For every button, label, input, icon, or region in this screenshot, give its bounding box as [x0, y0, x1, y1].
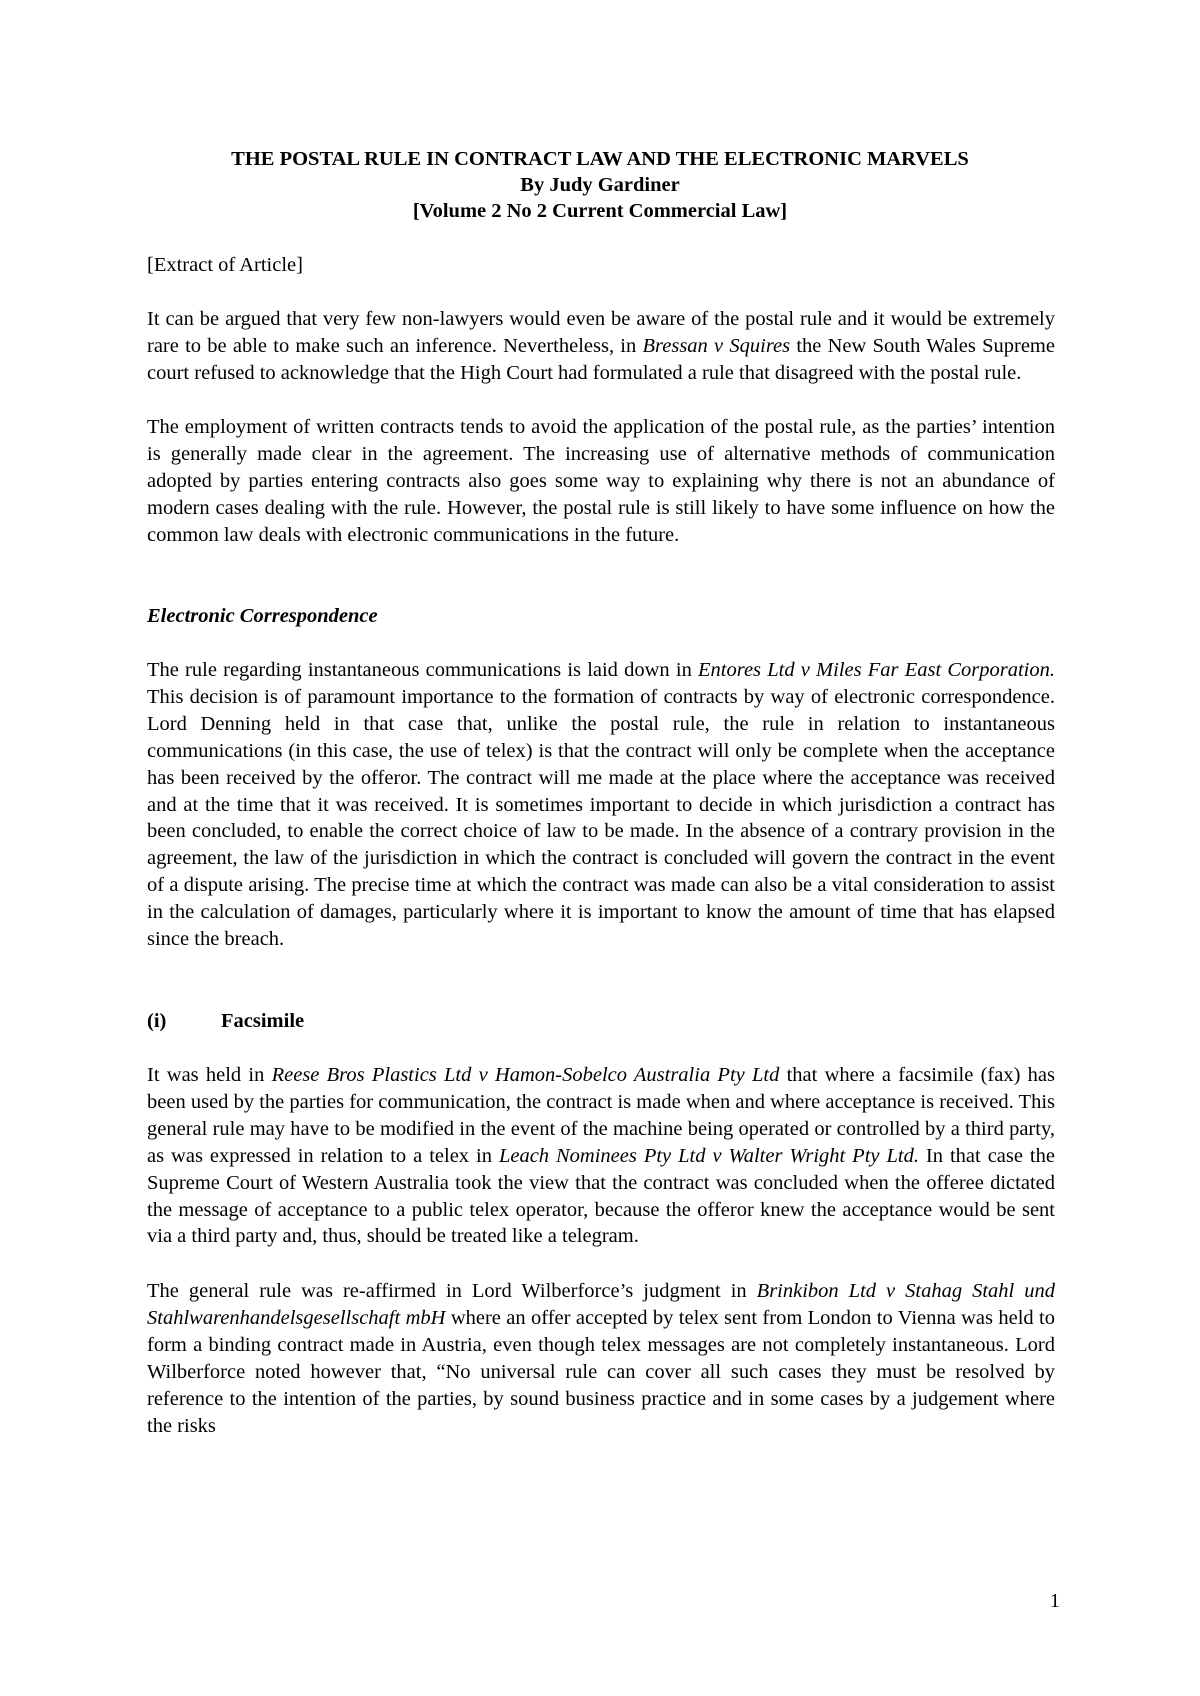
- paragraph-4: [147, 1062, 1055, 1250]
- case-name: Leach Nominees Pty Ltd v Walter Wright Pty Ltd.: [498, 1144, 919, 1167]
- page-number: 1: [1049, 1590, 1060, 1612]
- paragraph-5: [147, 1278, 1055, 1439]
- paragraph-4-text-a: It was held in: [147, 1064, 272, 1086]
- paragraph-1-text-b: the New South Wales Supreme court refused to acknowledge that the High Court had formulated a rule that disagreed with the postal rule.: [147, 334, 1055, 384]
- paragraph-4-text-c: In that case the Supreme Court of Western Australia took the view that the contract was concluded when the offeree dictated the message of acceptance to a public telex operator, because the offeror knew the acceptance would be sent via a third party and, thus, should be treated like a telegram.: [147, 1144, 1055, 1248]
- paragraph-3-text-a: The rule regarding instantaneous communications is laid down in: [147, 659, 699, 681]
- paragraph-4-text-b: that where a facsimile (fax) has been used by the parties for communication, the contract is made when and where acceptance is received. This general rule may have to be modified in the event of the machine being operated or controlled by a third party, as was expressed in relation to a telex in: [147, 1064, 1055, 1167]
- article-author: By Judy Gardiner: [520, 174, 680, 196]
- section-heading-facsimile: [147, 1008, 304, 1035]
- case-name: Bressan v Squires: [642, 334, 791, 357]
- case-name: Entores Ltd v Miles Far East Corporation.: [698, 659, 1056, 681]
- paragraph-2: [147, 414, 1055, 549]
- article-title: THE POSTAL RULE IN CONTRACT LAW AND THE ELECTRONIC MARVELS: [231, 148, 969, 170]
- section-label: Facsimile: [221, 1010, 305, 1032]
- section-heading-electronic: Electronic Correspondence: [147, 605, 378, 627]
- extract-note: [Extract of Article]: [147, 254, 303, 276]
- article-source: [Volume 2 No 2 Current Commercial Law]: [412, 200, 788, 222]
- paragraph-3-text-b: This decision is of paramount importance to the formation of contracts by way of electronic correspondence. Lord Denning held in that case that, unlike the postal rule, the rule in relation to instantaneous communications (in this case, the use of telex) is that the contract will only be complete when the acceptance has been received by the offeror. The contract will me made at the place where the acceptance was received and at the time that it was received. It is sometimes important to decide in which jurisdiction a contract has been concluded, to enable the correct choice of law to be made. In the absence of a contrary provision in the agreement, the law of the jurisdiction in which the contract is concluded will govern the contract in the event of a dispute arising. The precise time at which the contract was made can also be a vital consideration to assist in the calculation of damages, particularly where it is important to know the amount of time that has elapsed since the breach.: [147, 685, 1055, 951]
- section-number: (i): [147, 1010, 167, 1032]
- paragraph-1: [147, 306, 1055, 387]
- paragraph-5-text-b: where an offer accepted by telex sent from London to Vienna was held to form a binding contract made in Austria, even though telex messages are not completely instantaneous. Lord Wilberforce noted however that, “No universal rule can cover all such cases they must be resolved by reference to the intention of the parties, by sound business practice and in some cases by a judgement where the risks: [147, 1306, 1055, 1437]
- paragraph-3: [147, 657, 1055, 953]
- paragraph-1-text-a: It can be argued that very few non-lawyers would even be aware of the postal rule and it would be extremely rare to be able to make such an inference. Nevertheless, in: [147, 308, 1055, 357]
- case-name: Brinkibon Ltd v Stahag Stahl und Stahlwarenhandelsgesellschaft mbH: [147, 1280, 1055, 1329]
- case-name: Reese Bros Plastics Ltd v Hamon-Sobelco Australia Pty Ltd: [271, 1064, 780, 1086]
- paragraph-5-text-a: The general rule was re-affirmed in Lord Wilberforce’s judgment in: [147, 1280, 757, 1302]
- paragraph-2-text: The employment of written contracts tends to avoid the application of the postal rule, as the parties’ intention is generally made clear in the agreement. The increasing use of alternative methods of communication adopted by parties entering contracts also goes some way to explaining why there is not an abundance of modern cases dealing with the rule. However, the postal rule is still likely to have some influence on how the common law deals with electronic communications in the future.: [147, 416, 1055, 546]
